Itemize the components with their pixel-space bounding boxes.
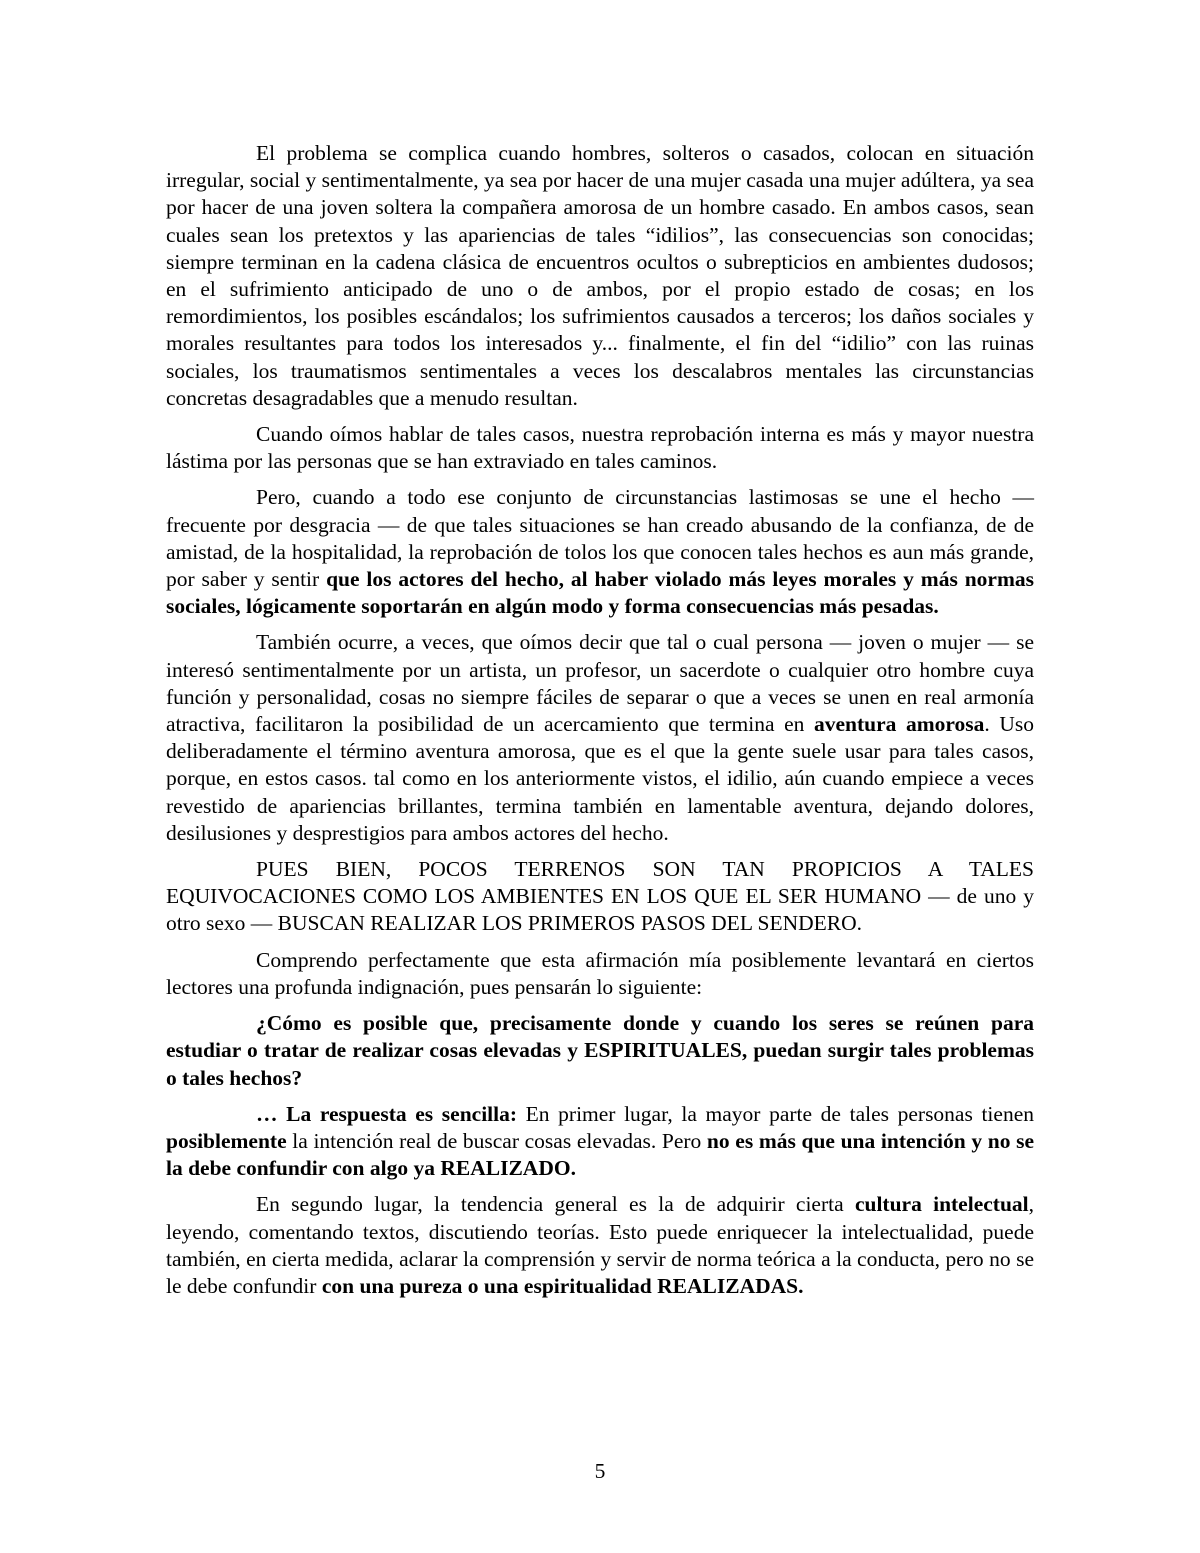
text-segment: También ocurre, a veces, que oímos decir que tal o cual persona — joven o mujer — se interesó sentimentalmente por un artista, un profesor, un sacerdote o cualquier otro hombre cuya función y personalidad, cosas no siempre fáciles de separar o que a veces se unen en real armonía atractiva, facilitaron la posibilidad de un acercamiento que termina en: [166, 630, 1034, 737]
paragraph: [166, 947, 1034, 1001]
paragraph: [166, 140, 1034, 412]
paragraph: [166, 1010, 1034, 1092]
bold-text-segment: cultura intelectual: [854, 1192, 1029, 1217]
text-segment: En segundo lugar, la tendencia general es la de adquirir cierta: [256, 1192, 855, 1217]
text-segment: Cuando oímos hablar de tales casos, nuestra reprobación interna es más y mayor nuestra lástima por las personas que se han extraviado en tales caminos.: [166, 422, 1034, 474]
paragraph: [166, 856, 1034, 938]
paragraph: [166, 1191, 1034, 1300]
text-segment: la intención real de buscar cosas elevadas. Pero: [286, 1128, 707, 1153]
text-segment: , leyendo, comentando textos, discutiendo teorías. Esto puede enriquecer la intelectualidad, puede también, en cierta medida, aclarar la comprensión y servir de norma teórica a la conducta, pero no se le debe confundir: [166, 1192, 1035, 1298]
paragraph: [166, 484, 1034, 620]
text-segment: . Uso deliberadamente el término aventura amorosa, que es el que la gente suele usar para tales casos, porque, en estos casos. tal como en los anteriormente vistos, el idilio, aún cuando empiece a veces revestido de apariencias brillantes, termina también en lamentable aventura, dejando dolores, desilusiones y desprestigios para ambos actores del hecho.: [166, 712, 1034, 845]
bold-text-segment: posiblemente: [166, 1128, 287, 1153]
text-segment: Pero, cuando a todo ese conjunto de circunstancias lastimosas se une el hecho — frecuente por desgracia — de que tales situaciones se han creado abusando de la confianza, de de amistad, de la hospitalidad, la reprobación de tolos los que conocen tales hechos es aun más grande, por saber y sentir: [166, 485, 1034, 592]
page-number: 5: [594, 1459, 606, 1483]
text-segment: Comprendo perfectamente que esta afirmación mía posiblemente levantará en ciertos lectores una profunda indignación, pues pensarán lo siguiente:: [166, 947, 1034, 999]
paragraph: [166, 421, 1034, 475]
text-segment: PUES BIEN, POCOS TERRENOS SON TAN PROPICIOS A TALES EQUIVOCACIONES COMO LOS AMBIENTES EN LOS QUE EL SER HUMANO — de uno y otro sexo — BUSCAN REALIZAR LOS PRIMEROS PASOS DEL SENDERO.: [166, 857, 1034, 936]
bold-text-segment: con una pureza o una espiritualidad REALIZADAS.: [321, 1273, 804, 1298]
bold-text-segment: … La respuesta es sencilla:: [256, 1101, 518, 1126]
text-segment: El problema se complica cuando hombres, solteros o casados, colocan en situación irregular, social y sentimentalmente, ya sea por hacer de una mujer casada una mujer adúltera, ya sea por hacer de una joven soltera la compañera amorosa de un hombre casado. En ambos casos, sean cuales sean los pretextos y las apariencias de tales “idilios”, las consecuencias son conocidas; siempre terminan en la cadena clásica de encuentros ocultos o subrepticios en ambientes dudosos; en el sufrimiento anticipado de uno o de ambos, por el propio estado de cosas; en los remordimientos, los posibles escándalos; los sufrimientos causados a terceros; los daños sociales y morales resultantes para todos los interesados y... finalmente, el fin del “idilio” con las ruinas sociales, los traumatismos sentimentales a veces los descalabros mentales las circunstancias concretas desagradables que a menudo resultan.: [166, 141, 1034, 410]
paragraph: [166, 629, 1034, 847]
text-segment: En primer lugar, la mayor parte de tales personas tienen: [517, 1101, 1034, 1126]
bold-text-segment: no es más que una intención y no se la debe confundir con algo ya REALIZADO.: [166, 1128, 1034, 1181]
bold-text-segment: ¿Cómo es posible que, precisamente donde y cuando los seres se reúnen para estudiar o tratar de realizar cosas elevadas y ESPIRITUALES, puedan surgir tales problemas o tales hechos?: [166, 1011, 1034, 1090]
bold-text-segment: aventura amorosa: [813, 712, 985, 737]
bold-text-segment: que los actores del hecho, al haber violado más leyes morales y más normas sociales, lógicamente soportarán en algún modo y forma consecuencias más pesadas.: [166, 567, 1034, 619]
paragraph: [166, 1101, 1034, 1183]
document-body: [166, 140, 1034, 1309]
